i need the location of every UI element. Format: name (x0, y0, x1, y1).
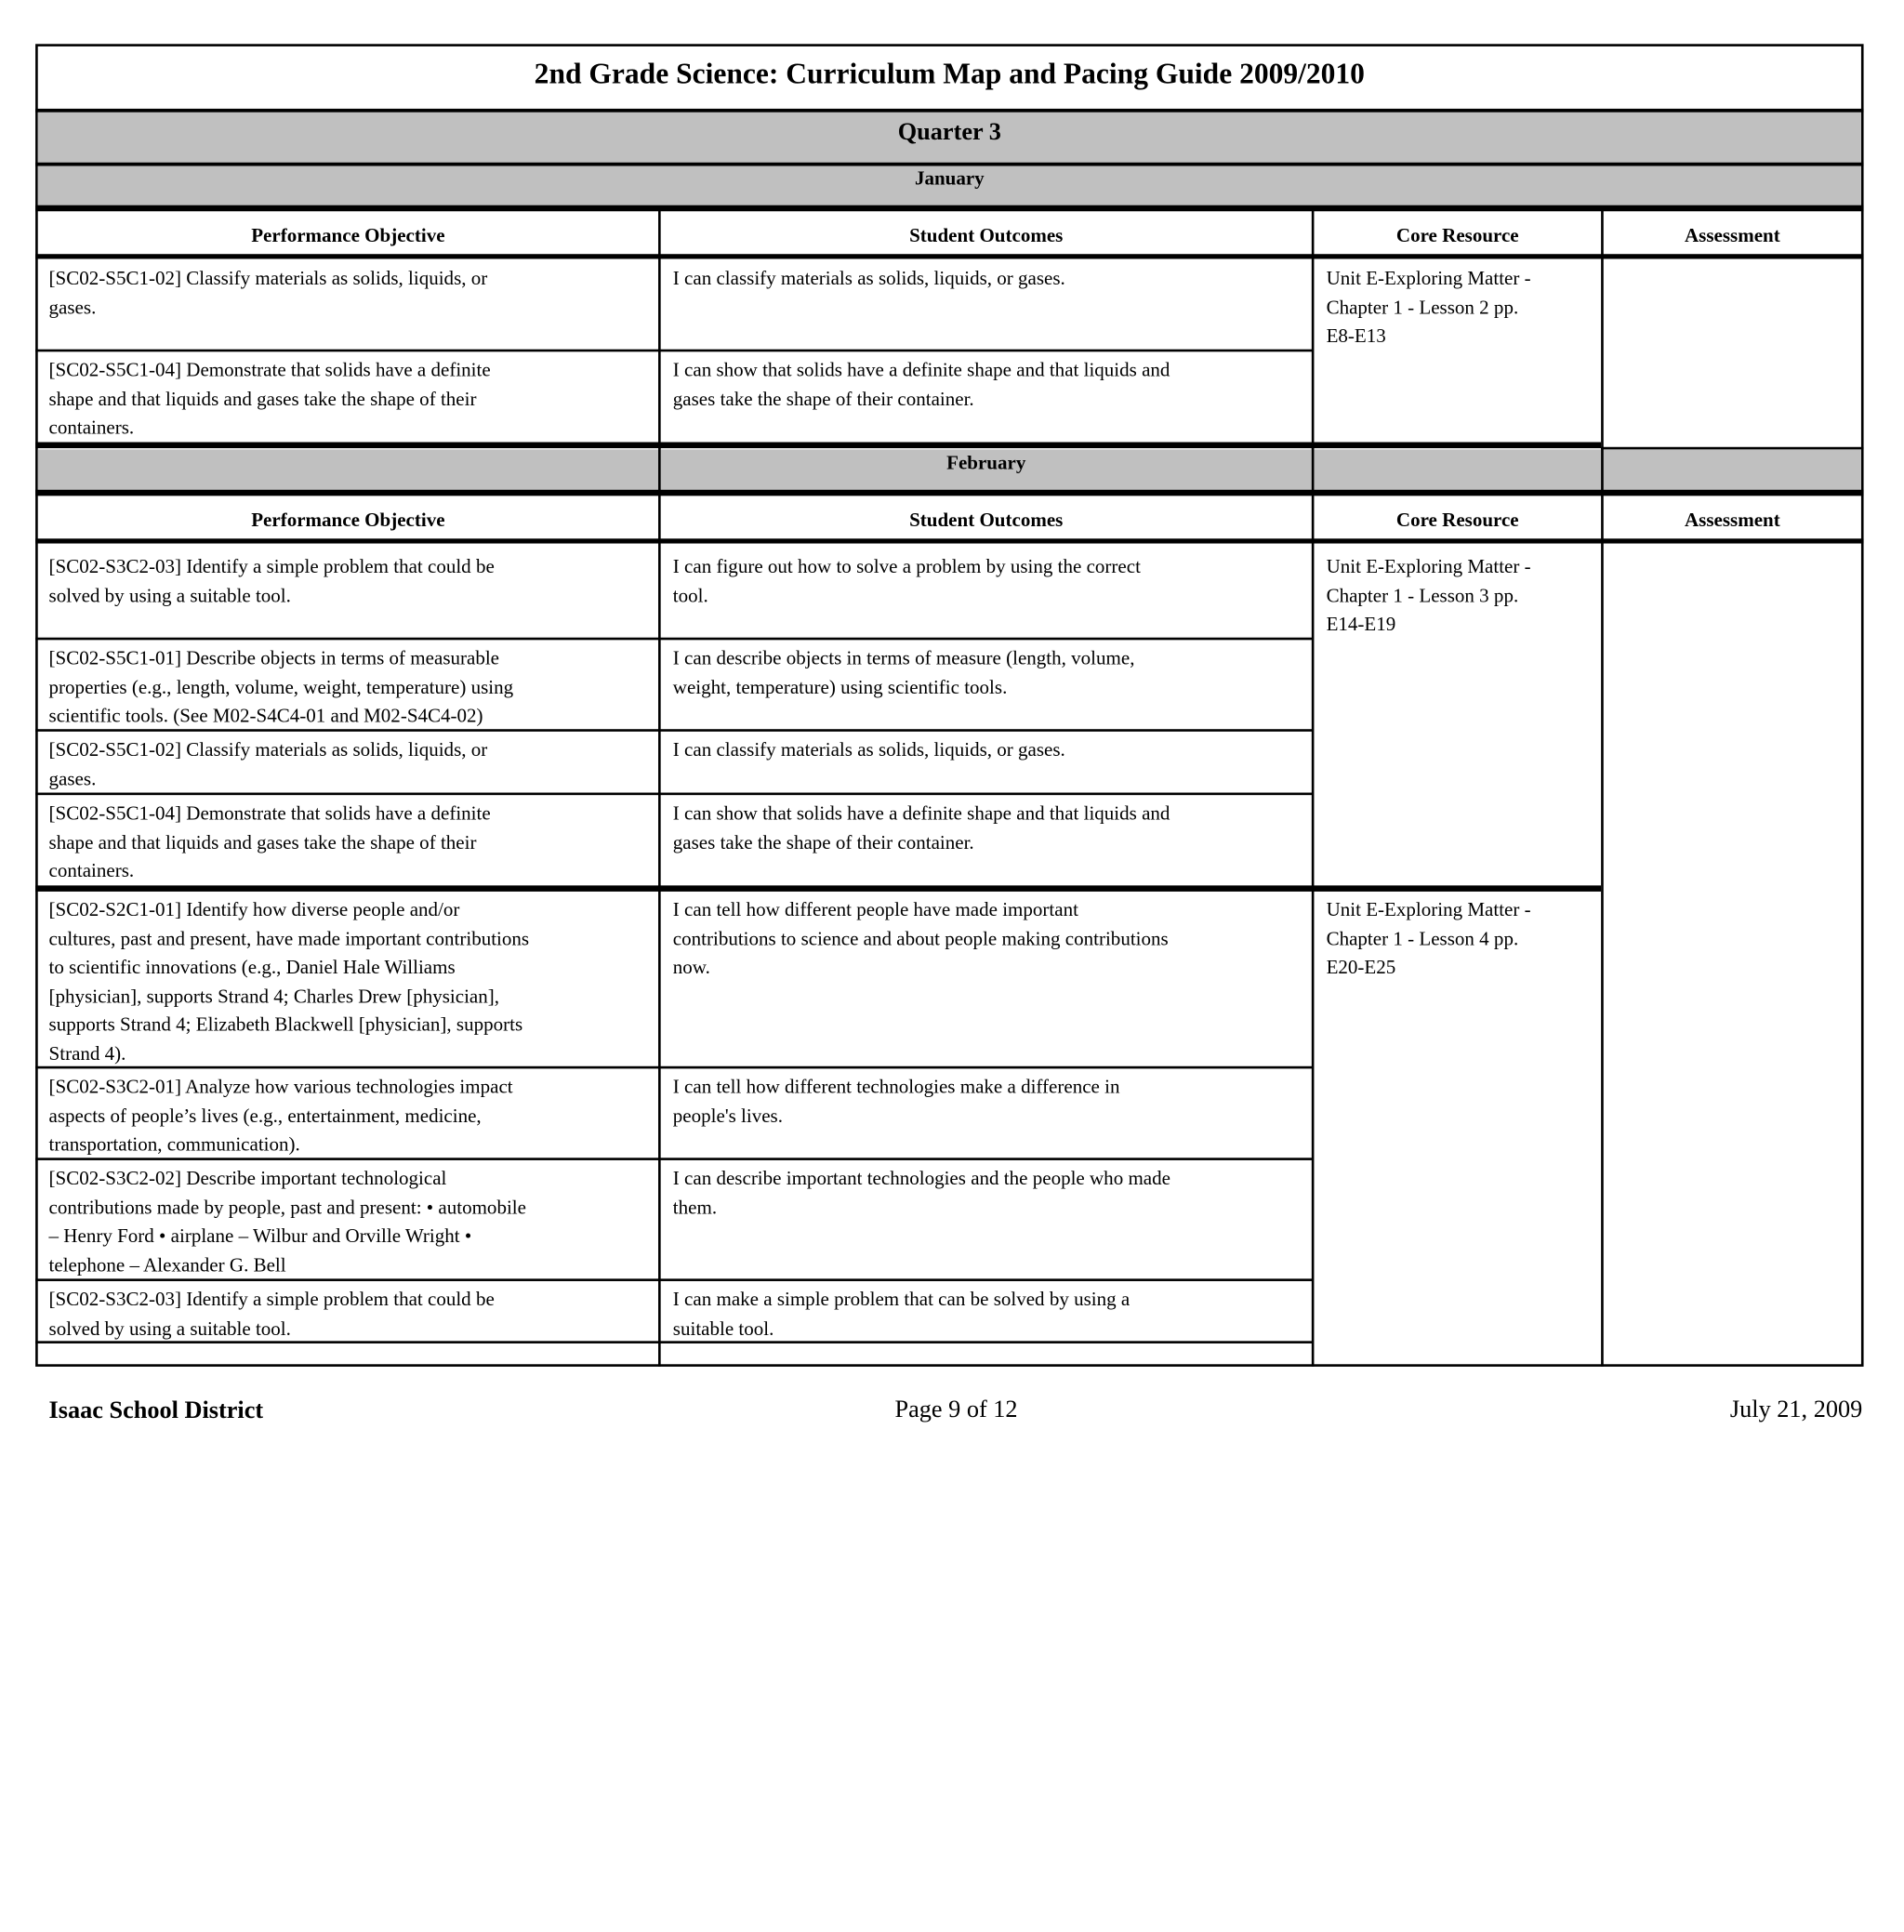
objective-cell: [SC02-S5C1-04] Demonstrate that solids have a definite shape and that liquids and gases take the shape of their containers. (48, 803, 491, 882)
column-header-objective: Performance Objective (251, 226, 445, 247)
core-resource-cell: Unit E-Exploring Matter - Chapter 1 - Lesson 4 pp. E20-E25 (1326, 900, 1531, 979)
footer-district: Isaac School District (48, 1396, 264, 1424)
objective-cell: [SC02-S3C2-02] Describe important technological contributions made by people, past and present: • automobile – Henry Ford • airplane – Wilbur and Orville Wright • telephone – Alexander G. Bell (48, 1169, 526, 1277)
outcome-cell: I can make a simple problem that can be solved by using a suitable tool. (672, 1290, 1130, 1340)
objective-cell: [SC02-S2C1-01] Identify how diverse people and/or cultures, past and present, have made important contributions to scientific innovations (e.g., Daniel Hale Williams [physician], supports Strand 4; Charles Drew [physician], supports Strand 4; Elizabeth Blackwell [physician], supports Strand 4). (48, 900, 530, 1065)
footer-page-number: Page 9 of 12 (894, 1396, 1018, 1423)
column-header-outcomes: Student Outcomes (909, 510, 1064, 532)
outcome-cell: I can classify materials as solids, liquids, or gases. (672, 740, 1065, 761)
page-title: 2nd Grade Science: Curriculum Map and Pacing Guide 2009/2010 (534, 59, 1365, 91)
outcome-cell: I can show that solids have a definite shape and that liquids and gases take the shape of their container. (672, 803, 1170, 854)
objective-cell: [SC02-S5C1-04] Demonstrate that solids have a definite shape and that liquids and gases take the shape of their containers. (48, 360, 491, 439)
column-header-resource: Core Resource (1395, 226, 1519, 247)
outcome-cell: I can describe important technologies and the people who made them. (672, 1169, 1170, 1219)
objective-cell: [SC02-S3C2-01] Analyze how various technologies impact aspects of people’s lives (e.g., entertainment, medicine, transportation, communication). (48, 1077, 513, 1156)
objective-cell: [SC02-S5C1-02] Classify materials as solids, liquids, or gases. (48, 268, 488, 319)
column-header-assessment: Assessment (1684, 226, 1780, 247)
objective-cell: [SC02-S3C2-03] Identify a simple problem that could be solved by using a suitable tool. (48, 1290, 495, 1340)
outcome-cell: I can tell how different technologies make a difference in people's lives. (672, 1077, 1120, 1127)
core-resource-cell: Unit E-Exploring Matter - Chapter 1 - Lesson 3 pp. E14-E19 (1326, 557, 1531, 636)
column-header-outcomes: Student Outcomes (909, 226, 1064, 247)
core-resource-cell: Unit E-Exploring Matter - Chapter 1 - Lesson 2 pp. E8-E13 (1326, 268, 1531, 348)
outcome-cell: I can tell how different people have made important contributions to science and about people making contributions now. (672, 900, 1169, 979)
objective-cell: [SC02-S5C1-01] Describe objects in terms of measurable properties (e.g., length, volume, weight, temperature) using scientific tools. (See M02-S4C4-01 and M02-S4C4-02) (48, 648, 514, 727)
outcome-cell: I can describe objects in terms of measure (length, volume, weight, temperature) using scientific tools. (672, 648, 1135, 698)
footer-date: July 21, 2009 (1729, 1396, 1863, 1423)
outcome-cell: I can show that solids have a definite shape and that liquids and gases take the shape of their container. (672, 360, 1170, 410)
column-header-resource: Core Resource (1395, 510, 1519, 532)
month-label-january: January (914, 168, 985, 190)
column-header-assessment: Assessment (1684, 510, 1780, 532)
month-label-february: February (946, 453, 1026, 474)
objective-cell: [SC02-S3C2-03] Identify a simple problem that could be solved by using a suitable tool. (48, 557, 495, 607)
quarter-label: Quarter 3 (897, 118, 1001, 146)
outcome-cell: I can classify materials as solids, liquids, or gases. (672, 268, 1065, 290)
column-header-objective: Performance Objective (251, 510, 445, 532)
objective-cell: [SC02-S5C1-02] Classify materials as solids, liquids, or gases. (48, 740, 488, 790)
outcome-cell: I can figure out how to solve a problem by using the correct tool. (672, 557, 1141, 607)
